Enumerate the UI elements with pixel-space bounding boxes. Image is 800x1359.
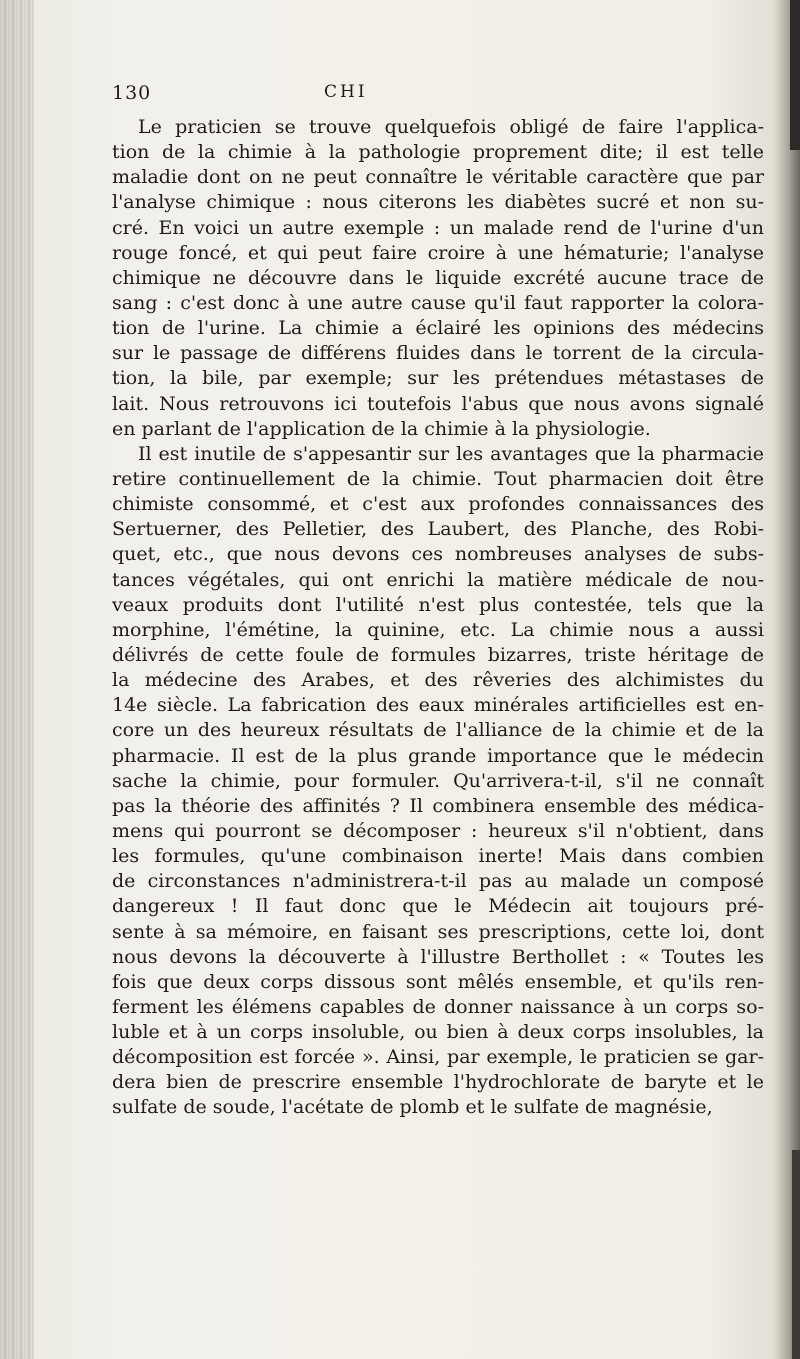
text-line: morphine, l'émétine, la quinine, etc. La chimie nous a aussi <box>112 618 764 641</box>
text-line: pas la théorie des affinités ? Il combinera ensemble des médica- <box>112 794 764 817</box>
text-line: quet, etc., que nous devons ces nombreuses analyses de subs- <box>112 543 764 566</box>
text-line: maladie dont on ne peut connaître le véritable caractère que par <box>112 166 764 189</box>
text-line: cré. En voici un autre exemple : un malade rend de l'urine d'un <box>112 216 764 239</box>
text-line: sente à sa mémoire, en faisant ses prescriptions, cette loi, dont <box>112 920 764 943</box>
text-line: sache la chimie, pour formuler. Qu'arrivera-t-il, s'il ne connaît <box>112 769 764 792</box>
text-line: rouge foncé, et qui peut faire croire à une hématurie; l'analyse <box>112 241 764 264</box>
page-edge-tab-top <box>790 0 800 150</box>
text-line: chimique ne découvre dans le liquide excrété aucune trace de <box>112 266 764 289</box>
text-line: lait. Nous retrouvons ici toutefois l'abus que nous avons signalé <box>112 392 764 415</box>
text-line: décomposition est forcée ». Ainsi, par exemple, le praticien se gar- <box>112 1046 764 1069</box>
text-line: la médecine des Arabes, et des rêveries des alchimistes du <box>112 669 764 692</box>
text-line: 14e siècle. La fabrication des eaux minérales artificielles est en- <box>112 694 764 717</box>
body-text <box>112 115 764 1121</box>
text-line: tances végétales, qui ont enrichi la matière médicale de nou- <box>112 568 764 591</box>
text-line: chimiste consommé, et c'est aux profondes connaissances des <box>112 493 764 516</box>
text-line: fois que deux corps dissous sont mêlés ensemble, et qu'ils ren- <box>112 970 764 993</box>
text-line: pharmacie. Il est de la plus grande importance que le médecin <box>112 744 764 767</box>
text-line: sulfate de soude, l'acétate de plomb et le sulfate de magnésie, <box>112 1096 713 1119</box>
text-line: Le praticien se trouve quelquefois obligé de faire l'applica- <box>138 116 764 138</box>
text-line: sang : c'est donc à une autre cause qu'il faut rapporter la colora- <box>112 291 764 314</box>
text-line: luble et à un corps insoluble, ou bien à deux corps insolubles, la <box>112 1021 764 1044</box>
text-line: l'analyse chimique : nous citerons les diabètes sucré et non su- <box>112 191 764 214</box>
text-line: tion, la bile, par exemple; sur les prétendues métastases de <box>112 367 764 390</box>
text-line: dangereux ! Il faut donc que le Médecin ait toujours pré- <box>112 895 764 918</box>
page-header <box>112 82 752 112</box>
text-line: Sertuerner, des Pelletier, des Laubert, des Planche, des Robi- <box>112 518 764 541</box>
text-line: veaux produits dont l'utilité n'est plus contestée, tels que la <box>112 593 764 616</box>
text-line: les formules, qu'une combinaison inerte! Mais dans combien <box>112 845 764 868</box>
page-number: 130 <box>112 82 152 104</box>
text-line: retire continuellement de la chimie. Tout pharmacien doit être <box>112 467 764 490</box>
text-line: tion de l'urine. La chimie a éclairé les opinions des médecins <box>112 317 764 340</box>
text-line: délivrés de cette foule de formules bizarres, triste héritage de <box>112 643 764 666</box>
text-line: ferment les élémens capables de donner naissance à un corps so- <box>112 995 764 1018</box>
text-line: de circonstances n'administrera-t-il pas au malade un composé <box>112 870 764 893</box>
text-line: nous devons la découverte à l'illustre Berthollet : « Toutes les <box>112 945 764 968</box>
text-line: core un des heureux résultats de l'alliance de la chimie et de la <box>112 719 764 742</box>
running-head: CHI <box>324 82 368 102</box>
text-line: sur le passage de différens fluides dans le torrent de la circula- <box>112 342 764 365</box>
text-line: en parlant de l'application de la chimie à la physiologie. <box>112 417 651 440</box>
text-line: tion de la chimie à la pathologie proprement dite; il est telle <box>112 141 764 164</box>
page-gutter-left <box>0 0 34 1359</box>
text-line: dera bien de prescrire ensemble l'hydrochlorate de baryte et le <box>112 1071 764 1094</box>
page-edge-tab-bottom <box>792 1150 800 1359</box>
text-line: mens qui pourront se décomposer : heureux s'il n'obtient, dans <box>112 819 764 842</box>
text-line: Il est inutile de s'appesantir sur les avantages que la pharmacie <box>138 442 764 465</box>
